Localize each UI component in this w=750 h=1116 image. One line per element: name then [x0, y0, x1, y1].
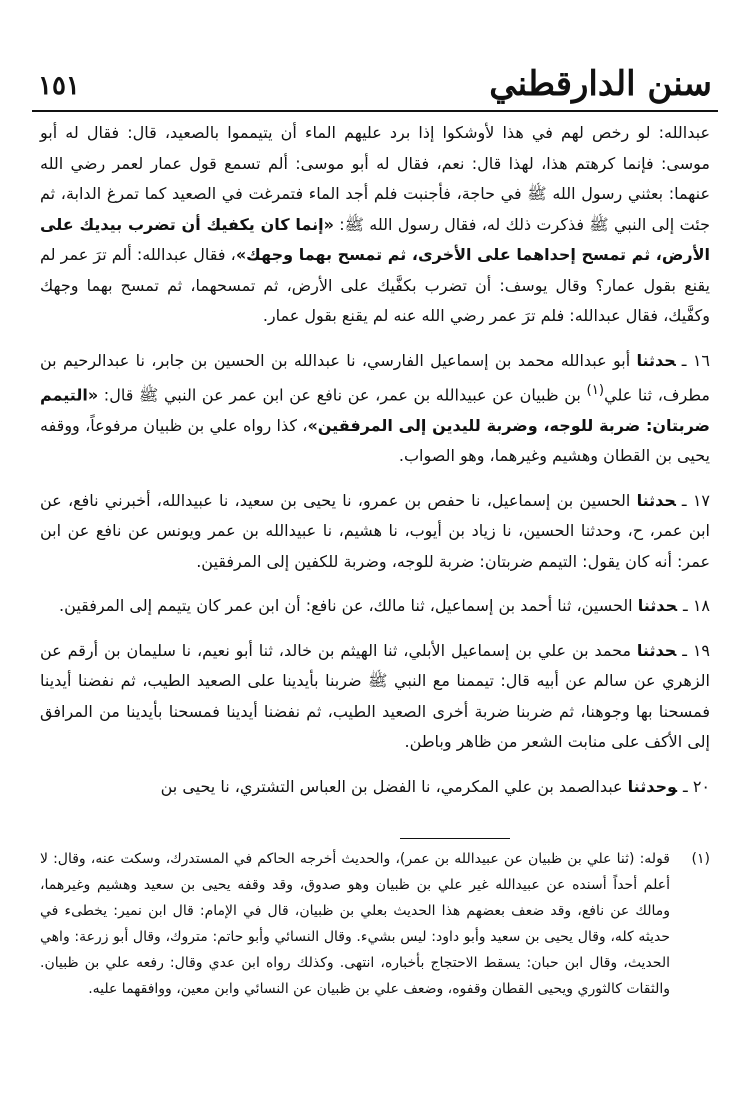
- hadith-text: بن ظبيان عن عبيدالله بن عمر، عن نافع عن ابن عمر عن النبي ﷺ قال:: [98, 385, 587, 405]
- narration-keyword: حدثنا: [636, 640, 677, 660]
- hadith-number: ١٧ ـ: [681, 490, 710, 510]
- page-header: [32, 62, 718, 108]
- footnote: [40, 846, 710, 1002]
- page-number: ١٥١: [38, 71, 80, 101]
- hadith-18: [40, 591, 710, 622]
- hadith-16: [40, 346, 710, 472]
- hadith-number: ١٨ ـ: [683, 596, 710, 616]
- narration-keyword: حدثنا: [636, 350, 676, 370]
- prophetic-quote: «إنما كان يكفيك أن تضرب بيديك على الأرض، ثم تمسح إحداهما على الأخرى، ثم تمسح بهما وجهك»: [40, 214, 711, 264]
- header-divider: [32, 110, 718, 112]
- hadith-19: [40, 636, 710, 758]
- footnote-reference: (١): [586, 383, 605, 398]
- narration-keyword: حدثنا: [636, 490, 676, 510]
- paragraph-text: ، فقال عبدالله: ألم ترَ عمر لم يقنع بقول عمار؟ وقال يوسف: أن تضرب بكفَّيك على الأرض، ثم تمسحهما، ثم تمسح بهما وجهك وكفَّيك، فقال عبدالله: فلم ترَ عمر رضي الله عنه لم يقنع بقول عمار.: [40, 245, 710, 325]
- hadith-text: عبدالصمد بن علي المكرمي، نا الفضل بن العباس التشتري، نا يحيى بن: [160, 776, 628, 796]
- prophetic-quote: «التيمم ضربتان: ضربة للوجه، وضربة لليدين إلى المرفقين»: [40, 385, 710, 435]
- paragraph-text: عبدالله: لو رخص لهم في هذا لأوشكوا إذا برد عليهم الماء أن يتيمموا بالصعيد، قال: فقال له أبو موسى: فإنما كرهتم هذا، لهذا قال: نعم، فقال له أبو موسى: ألم تسمع قول عمار لعمر رضي الله عنهما: بعثني رسول الله ﷺ في حاجة، فأجنبت فلم أجد الماء فتمرغت في الصعيد كما تمرغ الدابة، ثم جئت إلى النبي ﷺ فذكرت ذلك له، فقال رسول الله ﷺ:: [40, 123, 710, 234]
- hadith-text: الحسين، ثنا أحمد بن إسماعيل، ثنا مالك، عن نافع: أن ابن عمر كان يتيمم إلى المرفقين.: [59, 596, 638, 616]
- hadith-20: [40, 772, 710, 803]
- footnote-divider: [400, 838, 510, 839]
- narration-keyword: وحدثنا: [627, 776, 678, 796]
- footnote-marker: (١): [691, 851, 710, 867]
- hadith-number: ١٦ ـ: [681, 350, 710, 370]
- paragraph-continuation: [40, 118, 710, 332]
- hadith-text: الحسين بن إسماعيل، نا حفص بن عمرو، نا يحيى بن سعيد، نا عبيدالله، أخبرني نافع، عن ابن عمر، ح، وحدثنا الحسين، نا زياد بن أيوب، نا هشيم، نا عبيدالله بن عمر ويونس عن نافع عن ابن عمر: أنه كان يقول: التيمم ضربتان: ضربة للوجه، وضربة للكفين إلى المرفقين.: [40, 490, 710, 571]
- hadith-17: [40, 486, 710, 578]
- hadith-text: محمد بن علي بن إسماعيل الأبلي، ثنا الهيثم بن خالد، ثنا أبو نعيم، نا سليمان بن أرقم عن الزهري عن سالم عن أبيه قال: تيممنا مع النبي ﷺ ضربنا بأيدينا على الصعيد الطيب، ثم نفضنا أيدينا فمسحنا بها وجوهنا، ثم ضربنا ضربة أخرى الصعيد الطيب، ثم نفضنا أيدينا فمسحنا بأيدينا من المرافق إلى الأكف على منابت الشعر من ظاهر وباطن.: [40, 640, 710, 752]
- footnote-text: قوله: (ثنا علي بن ظبيان عن عبيدالله بن عمر)، والحديث أخرجه الحاكم في المستدرك، وسكت عنه، وقال: لا أعلم أحداً أسنده عن عبيدالله غير علي بن ظبيان وهو صدوق، وقد وقفه يحيى بن سعيد وهشيم وغيرهما، ومالك عن نافع، وقد ضعف بعضهم هذا الحديث بعلي بن ظبيان، قال في الإمام: قال ابن نمير: يخطىء في حديثه كله، وقال يحيى بن سعيد وأبو داود: ليس بشيء. وقال النسائي وأبو حاتم: متروك، وقال أبو زرعة: واهي الحديث، وقال ابن حبان: يسقط الاحتجاج بأخباره، انتهى. وكذلك رواه ابن عدي وقال: رفعه علي بن ظبيان. والثقات كالثوري ويحيى القطان وقفوه، وضعف علي بن ظبيان عن النسائي وابن معين، ووافقهما عليه.: [40, 851, 670, 997]
- main-text: [40, 118, 710, 802]
- hadith-text: أبو عبدالله محمد بن إسماعيل الفارسي، نا عبدالله بن الحسين بن جابر، نا عبدالرحيم بن مطرف، ثنا علي: [40, 350, 710, 405]
- hadith-text: ، كذا رواه علي بن ظبيان مرفوعاً، ووقفه يحيى بن القطان وهشيم وغيرهما، وهو الصواب.: [40, 415, 710, 466]
- narration-keyword: حدثنا: [637, 596, 678, 616]
- book-title: سنن الدارقطني: [489, 64, 712, 104]
- hadith-number: ١٩ ـ: [682, 640, 710, 660]
- hadith-number: ٢٠ ـ: [683, 776, 710, 796]
